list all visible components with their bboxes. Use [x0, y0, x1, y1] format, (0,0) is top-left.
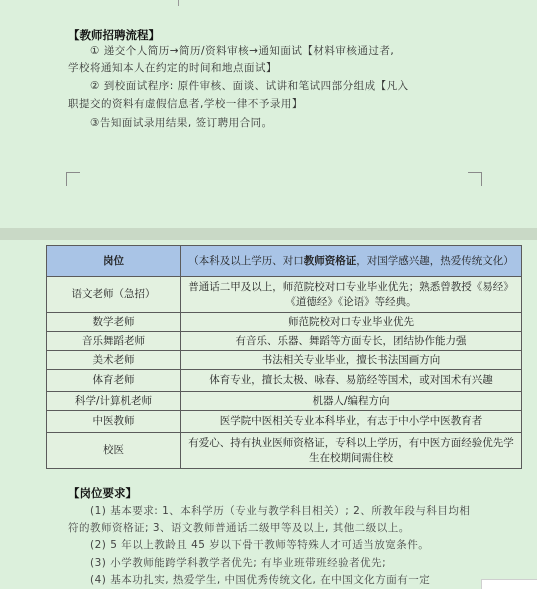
- document-page-2: [0, 240, 537, 589]
- position-requirement: 师范院校对口专业毕业优先: [181, 313, 522, 332]
- position-requirement: 机器人/编程方向: [181, 392, 522, 411]
- document-page-1: [0, 0, 537, 228]
- requirement-1-line1: (1) 基本要求: 1、本科学历（专业与教学科目相关）; 2、所教年段与科目均相: [90, 505, 471, 517]
- position-requirement: 普通话二甲及以上，师范院校对口专业毕业优先；熟悉曾教授《易经》《道德经》《论语》等经典。: [181, 277, 522, 313]
- requirement-1-line2: 符的教师资格证; 3、语文教师普通话二级甲等及以上, 其他二级以上。: [68, 522, 410, 534]
- process-step3: ③告知面试录用结果, 签订聘用合同。: [90, 117, 273, 129]
- position-requirement: 医学院中医相关专业本科毕业，有志于中小学中医教育者: [181, 411, 522, 433]
- position-title: 音乐舞蹈老师: [47, 332, 181, 351]
- process-heading: 【教师招聘流程】: [68, 28, 160, 42]
- table-row: [47, 332, 522, 351]
- overlay-panel-corner: [481, 579, 537, 589]
- margin-corner-mark: [468, 172, 482, 186]
- table-row: [47, 351, 522, 370]
- table-row: [47, 370, 522, 392]
- position-title: 美术老师: [47, 351, 181, 370]
- table-row: [47, 392, 522, 411]
- requirement-3: (3) 小学教师能跨学科教学者优先; 有毕业班带班经验者优先;: [90, 557, 387, 569]
- requirements-heading: 【岗位要求】: [68, 486, 137, 500]
- position-requirement: 有音乐、乐器、舞蹈等方面专长，团结协作能力强: [181, 332, 522, 351]
- position-title: 校医: [47, 433, 181, 469]
- table-row: [47, 411, 522, 433]
- header-position: 岗位: [47, 246, 181, 277]
- table-header-row: [47, 246, 522, 277]
- positions-table: [46, 245, 522, 469]
- position-requirement: 书法相关专业毕业，擅长书法国画方向: [181, 351, 522, 370]
- margin-corner-mark: [66, 172, 80, 186]
- process-step2-line1: ② 到校面试程序: 原件审核、面谈、试讲和笔试四部分组成【凡入: [90, 80, 409, 92]
- page-edge-mark: [178, 0, 179, 6]
- position-requirement: 体育专业，擅长太极、咏春、易筋经等国术，或对国术有兴趣: [181, 370, 522, 392]
- position-requirement: 有爱心、持有执业医师资格证，专科以上学历，有中医方面经验优先学生在校期间需住校: [181, 433, 522, 469]
- process-step1-line2: 学校将通知本人在约定的时间和地点面试】: [68, 62, 277, 74]
- table-row: [47, 313, 522, 332]
- position-title: 语文老师（急招）: [47, 277, 181, 313]
- requirement-2: (2) 5 年以上教龄且 45 岁以下骨干教师等特殊人才可适当放宽条件。: [90, 539, 430, 551]
- page-separator: [0, 228, 537, 240]
- table-row: [47, 433, 522, 469]
- process-step2-line2: 职提交的资料有虚假信息者,学校一律不予录用】: [68, 98, 303, 110]
- position-title: 体育老师: [47, 370, 181, 392]
- position-title: 数学老师: [47, 313, 181, 332]
- header-requirements: （本科及以上学历、对口教师资格证，对国学感兴趣，热爱传统文化）: [181, 246, 522, 277]
- position-title: 科学/计算机老师: [47, 392, 181, 411]
- requirement-4: (4) 基本功扎实, 热爱学生, 中国优秀传统文化, 在中国文化方面有一定: [90, 574, 431, 586]
- process-step1-line1: ① 递交个人简历→简历/资料审核→通知面试【材料审核通过者,: [90, 45, 395, 57]
- position-title: 中医教师: [47, 411, 181, 433]
- table-row: [47, 277, 522, 313]
